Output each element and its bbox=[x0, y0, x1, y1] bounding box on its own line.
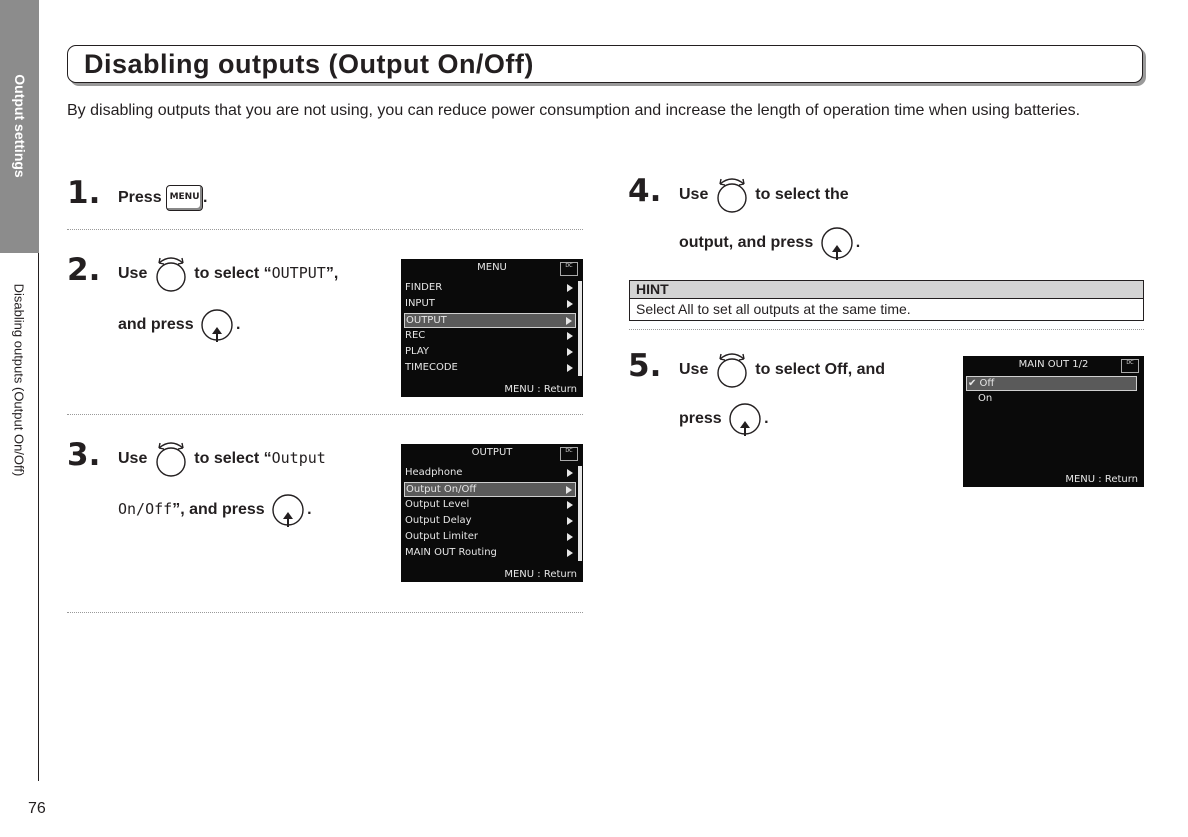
lcd-output-screen bbox=[401, 444, 583, 582]
step-3-menu-item-a: Output bbox=[271, 449, 326, 468]
right-arrow-icon bbox=[567, 501, 573, 509]
step-5-line2 bbox=[679, 400, 769, 438]
step-1-text bbox=[118, 185, 208, 211]
hint-box bbox=[629, 280, 1144, 321]
lcd-row-label: REC bbox=[405, 330, 426, 341]
lcd-row bbox=[966, 392, 1137, 407]
step-2-number: 2. bbox=[67, 252, 101, 288]
lcd-row-label: TIMECODE bbox=[405, 362, 458, 373]
lcd-row-label: Output On/Off bbox=[406, 484, 477, 495]
step-3-period: . bbox=[307, 501, 312, 519]
hint-heading: HINT bbox=[630, 281, 1143, 299]
lcd-row-label: FINDER bbox=[405, 282, 443, 293]
page-title: Disabling outputs (Output On/Off) bbox=[84, 49, 534, 79]
battery-icon: DC bbox=[560, 262, 578, 276]
step-1-pre: Press bbox=[118, 189, 162, 207]
rotate-dial-icon bbox=[152, 440, 190, 478]
lcd-row bbox=[404, 466, 576, 481]
divider bbox=[67, 612, 583, 613]
section-tab bbox=[0, 0, 39, 253]
right-arrow-icon bbox=[567, 332, 573, 340]
page-number: 76 bbox=[28, 800, 46, 817]
step-4-line1 bbox=[679, 176, 849, 214]
step-5-select: to select Off, and bbox=[755, 361, 886, 379]
step-2-menu-item: OUTPUT bbox=[271, 264, 326, 283]
battery-icon: DC bbox=[560, 447, 578, 461]
lcd-footer: MENU : Return bbox=[504, 569, 577, 580]
step-4-and-press: output, and press bbox=[679, 234, 814, 252]
press-dial-icon bbox=[818, 224, 856, 262]
rotate-dial-icon bbox=[713, 351, 751, 389]
step-2-select: to select “ bbox=[194, 265, 272, 283]
step-5-number: 5. bbox=[628, 348, 662, 384]
step-2-end: ”, bbox=[325, 265, 339, 283]
scrollbar bbox=[578, 281, 582, 376]
press-dial-icon bbox=[269, 491, 307, 529]
lcd-row bbox=[404, 297, 576, 312]
lcd-row-label: Output Limiter bbox=[405, 531, 478, 542]
step-3-and-press: ”, and press bbox=[172, 501, 265, 519]
step-3-line1 bbox=[118, 440, 326, 478]
lcd-footer: MENU : Return bbox=[1065, 474, 1138, 485]
title-bar bbox=[67, 45, 1143, 83]
right-arrow-icon bbox=[567, 549, 573, 557]
lcd-row-label: Headphone bbox=[405, 467, 463, 478]
lcd-row-selected bbox=[404, 313, 576, 328]
lcd-row-label: OUTPUT bbox=[406, 315, 447, 326]
step-5-line1 bbox=[679, 351, 885, 389]
lcd-row-label: On bbox=[978, 393, 993, 404]
lcd-menu-screen bbox=[401, 259, 583, 397]
right-arrow-icon bbox=[567, 348, 573, 356]
right-arrow-icon bbox=[567, 533, 573, 541]
lcd-row-label: Output Level bbox=[405, 499, 470, 510]
step-3-select: to select “ bbox=[194, 450, 272, 468]
step-2-line1 bbox=[118, 255, 338, 293]
step-3-number: 3. bbox=[67, 437, 101, 473]
step-4-period: . bbox=[855, 234, 861, 252]
lcd-footer: MENU : Return bbox=[504, 384, 577, 395]
step-4-number: 4. bbox=[628, 173, 662, 209]
divider bbox=[67, 229, 583, 230]
rotate-dial-icon bbox=[152, 255, 190, 293]
right-arrow-icon bbox=[567, 300, 573, 308]
lcd-mainout-screen bbox=[963, 356, 1144, 487]
right-arrow-icon bbox=[567, 469, 573, 477]
lcd-row bbox=[404, 345, 576, 360]
step-3-line2 bbox=[118, 491, 312, 529]
step-4-line2 bbox=[679, 224, 860, 262]
press-dial-icon bbox=[198, 306, 236, 344]
menu-key-icon: MENU bbox=[166, 185, 203, 211]
rotate-dial-icon bbox=[713, 176, 751, 214]
step-2-and-press: and press bbox=[118, 316, 194, 334]
section-tab-label: Output settings bbox=[11, 74, 28, 178]
intro-paragraph: By disabling outputs that you are not using, you can reduce power consumption and increase the length of operation time when using batteries. bbox=[67, 102, 1081, 119]
battery-icon: DC bbox=[1121, 359, 1139, 373]
step-4-select: to select the bbox=[755, 186, 849, 204]
lcd-title: MAIN OUT 1/2 bbox=[1018, 359, 1089, 370]
right-arrow-icon bbox=[566, 317, 572, 325]
right-arrow-icon bbox=[566, 486, 572, 494]
step-2-line2 bbox=[118, 306, 241, 344]
lcd-row bbox=[404, 514, 576, 529]
lcd-row-label: INPUT bbox=[405, 298, 435, 309]
step-2-period: . bbox=[236, 316, 241, 334]
step-1-post: . bbox=[203, 189, 208, 207]
lcd-row bbox=[404, 361, 576, 376]
press-dial-icon bbox=[726, 400, 764, 438]
subsection-label: Disabling outputs (Output On/Off) bbox=[11, 283, 27, 477]
lcd-title: OUTPUT bbox=[471, 447, 513, 458]
lcd-row-label: PLAY bbox=[405, 346, 430, 357]
lcd-title: MENU bbox=[477, 262, 507, 273]
lcd-row-label: Output Delay bbox=[405, 515, 472, 526]
step-4-use: Use bbox=[679, 186, 709, 204]
right-arrow-icon bbox=[567, 517, 573, 525]
step-3-use: Use bbox=[118, 450, 148, 468]
right-arrow-icon bbox=[567, 284, 573, 292]
lcd-row-label: ✔ Off bbox=[968, 378, 995, 389]
divider bbox=[67, 414, 583, 415]
step-5-period: . bbox=[764, 410, 769, 428]
divider bbox=[629, 329, 1144, 330]
lcd-row-label: MAIN OUT Routing bbox=[405, 547, 497, 558]
lcd-row bbox=[404, 281, 576, 296]
step-2-use: Use bbox=[118, 265, 148, 283]
side-rule bbox=[38, 253, 39, 781]
step-5-use: Use bbox=[679, 361, 709, 379]
step-5-press: press bbox=[679, 410, 722, 428]
scrollbar bbox=[578, 466, 582, 561]
lcd-row bbox=[404, 498, 576, 513]
hint-body: Select All to set all outputs at the same time. bbox=[636, 301, 911, 317]
lcd-row bbox=[404, 329, 576, 344]
lcd-row bbox=[404, 546, 576, 561]
right-arrow-icon bbox=[567, 364, 573, 372]
lcd-row bbox=[404, 530, 576, 545]
step-3-menu-item-b: On/Off bbox=[118, 500, 173, 519]
step-1-number: 1. bbox=[67, 175, 101, 211]
lcd-row-selected bbox=[404, 482, 576, 497]
lcd-row-selected bbox=[966, 376, 1137, 391]
